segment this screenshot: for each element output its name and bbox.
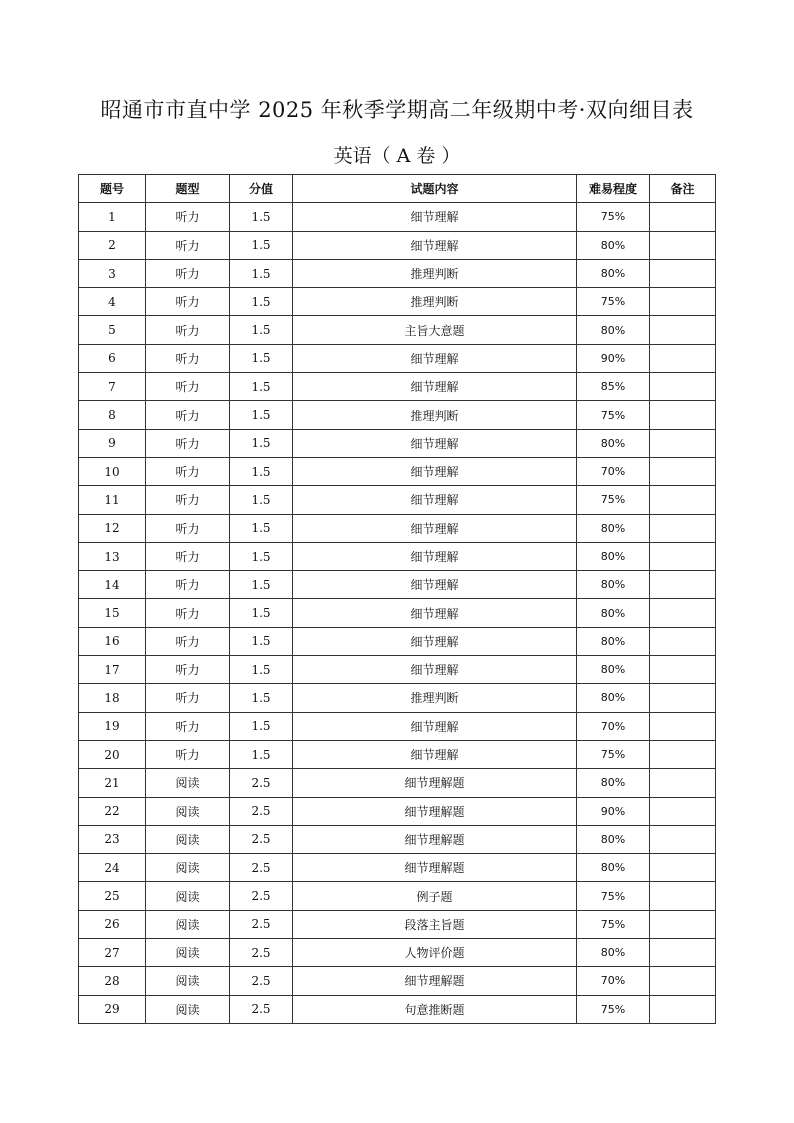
content-cell: 细节理解 bbox=[293, 203, 577, 231]
content-cell: 推理判断 bbox=[293, 259, 577, 287]
difficulty-cell: 75% bbox=[577, 288, 650, 316]
remarks-cell bbox=[650, 656, 716, 684]
score-cell: 1.5 bbox=[230, 231, 293, 259]
score-cell: 1.5 bbox=[230, 684, 293, 712]
question-number-cell: 10 bbox=[79, 457, 146, 485]
question-number-cell: 9 bbox=[79, 429, 146, 457]
table-row bbox=[79, 656, 716, 684]
table-row bbox=[79, 288, 716, 316]
specification-table bbox=[78, 174, 716, 1024]
table-row bbox=[79, 344, 716, 372]
question-number-cell: 18 bbox=[79, 684, 146, 712]
score-cell: 1.5 bbox=[230, 514, 293, 542]
score-cell: 2.5 bbox=[230, 967, 293, 995]
question-type-cell: 听力 bbox=[146, 259, 230, 287]
question-type-cell: 听力 bbox=[146, 486, 230, 514]
table-row bbox=[79, 429, 716, 457]
content-cell: 细节理解题 bbox=[293, 769, 577, 797]
content-cell: 细节理解 bbox=[293, 599, 577, 627]
score-cell: 1.5 bbox=[230, 429, 293, 457]
score-cell: 1.5 bbox=[230, 712, 293, 740]
remarks-cell bbox=[650, 684, 716, 712]
table-row bbox=[79, 627, 716, 655]
content-cell: 段落主旨题 bbox=[293, 910, 577, 938]
question-type-cell: 听力 bbox=[146, 712, 230, 740]
question-number-cell: 26 bbox=[79, 910, 146, 938]
table-header-row bbox=[79, 175, 716, 203]
question-type-cell: 阅读 bbox=[146, 967, 230, 995]
question-type-cell: 阅读 bbox=[146, 910, 230, 938]
score-cell: 2.5 bbox=[230, 797, 293, 825]
table-row bbox=[79, 825, 716, 853]
content-cell: 细节理解 bbox=[293, 486, 577, 514]
table-row bbox=[79, 797, 716, 825]
remarks-cell bbox=[650, 939, 716, 967]
content-cell: 细节理解 bbox=[293, 712, 577, 740]
score-cell: 1.5 bbox=[230, 627, 293, 655]
table-row bbox=[79, 514, 716, 542]
question-type-cell: 听力 bbox=[146, 288, 230, 316]
score-cell: 2.5 bbox=[230, 939, 293, 967]
question-type-cell: 听力 bbox=[146, 231, 230, 259]
question-type-cell: 听力 bbox=[146, 514, 230, 542]
content-cell: 细节理解 bbox=[293, 429, 577, 457]
table-row bbox=[79, 599, 716, 627]
content-cell: 推理判断 bbox=[293, 401, 577, 429]
question-number-cell: 29 bbox=[79, 995, 146, 1023]
remarks-cell bbox=[650, 769, 716, 797]
table-row bbox=[79, 457, 716, 485]
question-number-cell: 7 bbox=[79, 373, 146, 401]
question-number-cell: 27 bbox=[79, 939, 146, 967]
remarks-cell bbox=[650, 797, 716, 825]
score-cell: 2.5 bbox=[230, 769, 293, 797]
difficulty-cell: 70% bbox=[577, 712, 650, 740]
question-number-cell: 6 bbox=[79, 344, 146, 372]
question-type-cell: 听力 bbox=[146, 344, 230, 372]
remarks-cell bbox=[650, 995, 716, 1023]
content-cell: 主旨大意题 bbox=[293, 316, 577, 344]
question-number-cell: 20 bbox=[79, 740, 146, 768]
question-type-cell: 听力 bbox=[146, 316, 230, 344]
question-type-cell: 听力 bbox=[146, 656, 230, 684]
question-number-cell: 13 bbox=[79, 542, 146, 570]
difficulty-cell: 75% bbox=[577, 910, 650, 938]
question-type-cell: 听力 bbox=[146, 684, 230, 712]
table-row bbox=[79, 571, 716, 599]
score-cell: 1.5 bbox=[230, 571, 293, 599]
question-type-cell: 阅读 bbox=[146, 995, 230, 1023]
remarks-cell bbox=[650, 740, 716, 768]
document-subtitle: 英语（ A 卷 ） bbox=[333, 145, 461, 167]
score-cell: 1.5 bbox=[230, 259, 293, 287]
remarks-cell bbox=[650, 627, 716, 655]
difficulty-cell: 80% bbox=[577, 854, 650, 882]
difficulty-cell: 80% bbox=[577, 684, 650, 712]
remarks-cell bbox=[650, 854, 716, 882]
remarks-cell bbox=[650, 401, 716, 429]
score-cell: 1.5 bbox=[230, 740, 293, 768]
question-number-cell: 22 bbox=[79, 797, 146, 825]
difficulty-cell: 70% bbox=[577, 967, 650, 995]
score-cell: 1.5 bbox=[230, 401, 293, 429]
question-number-cell: 28 bbox=[79, 967, 146, 995]
remarks-cell bbox=[650, 344, 716, 372]
content-cell: 细节理解 bbox=[293, 457, 577, 485]
question-type-cell: 阅读 bbox=[146, 769, 230, 797]
question-type-cell: 阅读 bbox=[146, 825, 230, 853]
score-cell: 1.5 bbox=[230, 656, 293, 684]
remarks-cell bbox=[650, 203, 716, 231]
score-cell: 1.5 bbox=[230, 599, 293, 627]
score-cell: 1.5 bbox=[230, 344, 293, 372]
remarks-cell bbox=[650, 486, 716, 514]
table-row bbox=[79, 995, 716, 1023]
difficulty-cell: 80% bbox=[577, 825, 650, 853]
question-number-cell: 12 bbox=[79, 514, 146, 542]
question-number-cell: 14 bbox=[79, 571, 146, 599]
content-cell: 细节理解 bbox=[293, 656, 577, 684]
difficulty-cell: 75% bbox=[577, 486, 650, 514]
remarks-cell bbox=[650, 571, 716, 599]
question-type-cell: 阅读 bbox=[146, 882, 230, 910]
question-type-cell: 听力 bbox=[146, 373, 230, 401]
difficulty-cell: 80% bbox=[577, 316, 650, 344]
remarks-cell bbox=[650, 514, 716, 542]
question-number-cell: 2 bbox=[79, 231, 146, 259]
content-cell: 细节理解题 bbox=[293, 825, 577, 853]
score-cell: 2.5 bbox=[230, 882, 293, 910]
question-number-cell: 8 bbox=[79, 401, 146, 429]
table-row bbox=[79, 203, 716, 231]
content-cell: 推理判断 bbox=[293, 288, 577, 316]
question-type-cell: 听力 bbox=[146, 542, 230, 570]
content-cell: 细节理解 bbox=[293, 627, 577, 655]
content-cell: 细节理解 bbox=[293, 373, 577, 401]
question-number-cell: 3 bbox=[79, 259, 146, 287]
difficulty-cell: 80% bbox=[577, 259, 650, 287]
content-cell: 细节理解题 bbox=[293, 967, 577, 995]
remarks-cell bbox=[650, 373, 716, 401]
table-row bbox=[79, 712, 716, 740]
content-cell: 细节理解 bbox=[293, 231, 577, 259]
remarks-cell bbox=[650, 259, 716, 287]
table-row bbox=[79, 910, 716, 938]
remarks-cell bbox=[650, 882, 716, 910]
header-score: 分值 bbox=[230, 175, 293, 203]
remarks-cell bbox=[650, 712, 716, 740]
difficulty-cell: 90% bbox=[577, 344, 650, 372]
remarks-cell bbox=[650, 457, 716, 485]
question-number-cell: 21 bbox=[79, 769, 146, 797]
score-cell: 1.5 bbox=[230, 486, 293, 514]
score-cell: 1.5 bbox=[230, 316, 293, 344]
question-type-cell: 听力 bbox=[146, 599, 230, 627]
difficulty-cell: 75% bbox=[577, 740, 650, 768]
table-row bbox=[79, 542, 716, 570]
remarks-cell bbox=[650, 542, 716, 570]
difficulty-cell: 90% bbox=[577, 797, 650, 825]
header-type: 题型 bbox=[146, 175, 230, 203]
content-cell: 句意推断题 bbox=[293, 995, 577, 1023]
content-cell: 细节理解 bbox=[293, 514, 577, 542]
difficulty-cell: 75% bbox=[577, 995, 650, 1023]
difficulty-cell: 80% bbox=[577, 599, 650, 627]
table-row bbox=[79, 373, 716, 401]
document-title: 昭通市市直中学 2025 年秋季学期高二年级期中考·双向细目表 bbox=[100, 98, 694, 122]
content-cell: 细节理解题 bbox=[293, 797, 577, 825]
table-row bbox=[79, 939, 716, 967]
content-cell: 细节理解 bbox=[293, 344, 577, 372]
score-cell: 2.5 bbox=[230, 995, 293, 1023]
difficulty-cell: 75% bbox=[577, 882, 650, 910]
question-type-cell: 听力 bbox=[146, 401, 230, 429]
content-cell: 细节理解 bbox=[293, 740, 577, 768]
difficulty-cell: 75% bbox=[577, 401, 650, 429]
table-row bbox=[79, 316, 716, 344]
score-cell: 1.5 bbox=[230, 288, 293, 316]
question-number-cell: 5 bbox=[79, 316, 146, 344]
question-type-cell: 阅读 bbox=[146, 854, 230, 882]
difficulty-cell: 80% bbox=[577, 429, 650, 457]
difficulty-cell: 80% bbox=[577, 656, 650, 684]
question-number-cell: 17 bbox=[79, 656, 146, 684]
table-row bbox=[79, 486, 716, 514]
question-type-cell: 听力 bbox=[146, 740, 230, 768]
question-number-cell: 11 bbox=[79, 486, 146, 514]
table-row bbox=[79, 259, 716, 287]
content-cell: 例子题 bbox=[293, 882, 577, 910]
header-difficulty: 难易程度 bbox=[577, 175, 650, 203]
score-cell: 1.5 bbox=[230, 457, 293, 485]
content-cell: 细节理解 bbox=[293, 571, 577, 599]
table-row bbox=[79, 882, 716, 910]
question-type-cell: 听力 bbox=[146, 203, 230, 231]
question-number-cell: 25 bbox=[79, 882, 146, 910]
question-type-cell: 听力 bbox=[146, 571, 230, 599]
question-number-cell: 19 bbox=[79, 712, 146, 740]
difficulty-cell: 80% bbox=[577, 939, 650, 967]
remarks-cell bbox=[650, 825, 716, 853]
table-row bbox=[79, 769, 716, 797]
content-cell: 推理判断 bbox=[293, 684, 577, 712]
remarks-cell bbox=[650, 231, 716, 259]
difficulty-cell: 80% bbox=[577, 627, 650, 655]
question-number-cell: 15 bbox=[79, 599, 146, 627]
content-cell: 细节理解题 bbox=[293, 854, 577, 882]
score-cell: 1.5 bbox=[230, 373, 293, 401]
table-row bbox=[79, 740, 716, 768]
score-cell: 2.5 bbox=[230, 825, 293, 853]
header-remarks: 备注 bbox=[650, 175, 716, 203]
difficulty-cell: 80% bbox=[577, 571, 650, 599]
table-row bbox=[79, 967, 716, 995]
difficulty-cell: 80% bbox=[577, 231, 650, 259]
question-type-cell: 阅读 bbox=[146, 939, 230, 967]
difficulty-cell: 80% bbox=[577, 542, 650, 570]
question-type-cell: 听力 bbox=[146, 627, 230, 655]
header-content: 试题内容 bbox=[293, 175, 577, 203]
question-type-cell: 听力 bbox=[146, 457, 230, 485]
score-cell: 2.5 bbox=[230, 910, 293, 938]
question-number-cell: 1 bbox=[79, 203, 146, 231]
question-number-cell: 4 bbox=[79, 288, 146, 316]
difficulty-cell: 70% bbox=[577, 457, 650, 485]
remarks-cell bbox=[650, 288, 716, 316]
difficulty-cell: 75% bbox=[577, 203, 650, 231]
content-cell: 人物评价题 bbox=[293, 939, 577, 967]
remarks-cell bbox=[650, 910, 716, 938]
question-number-cell: 23 bbox=[79, 825, 146, 853]
difficulty-cell: 80% bbox=[577, 514, 650, 542]
table-body bbox=[79, 203, 716, 1024]
remarks-cell bbox=[650, 316, 716, 344]
table-row bbox=[79, 854, 716, 882]
remarks-cell bbox=[650, 967, 716, 995]
remarks-cell bbox=[650, 599, 716, 627]
question-type-cell: 阅读 bbox=[146, 797, 230, 825]
score-cell: 2.5 bbox=[230, 854, 293, 882]
table-row bbox=[79, 231, 716, 259]
header-number: 题号 bbox=[79, 175, 146, 203]
difficulty-cell: 80% bbox=[577, 769, 650, 797]
question-number-cell: 16 bbox=[79, 627, 146, 655]
remarks-cell bbox=[650, 429, 716, 457]
question-number-cell: 24 bbox=[79, 854, 146, 882]
score-cell: 1.5 bbox=[230, 203, 293, 231]
score-cell: 1.5 bbox=[230, 542, 293, 570]
difficulty-cell: 85% bbox=[577, 373, 650, 401]
table-row bbox=[79, 401, 716, 429]
table-row bbox=[79, 684, 716, 712]
content-cell: 细节理解 bbox=[293, 542, 577, 570]
question-type-cell: 听力 bbox=[146, 429, 230, 457]
